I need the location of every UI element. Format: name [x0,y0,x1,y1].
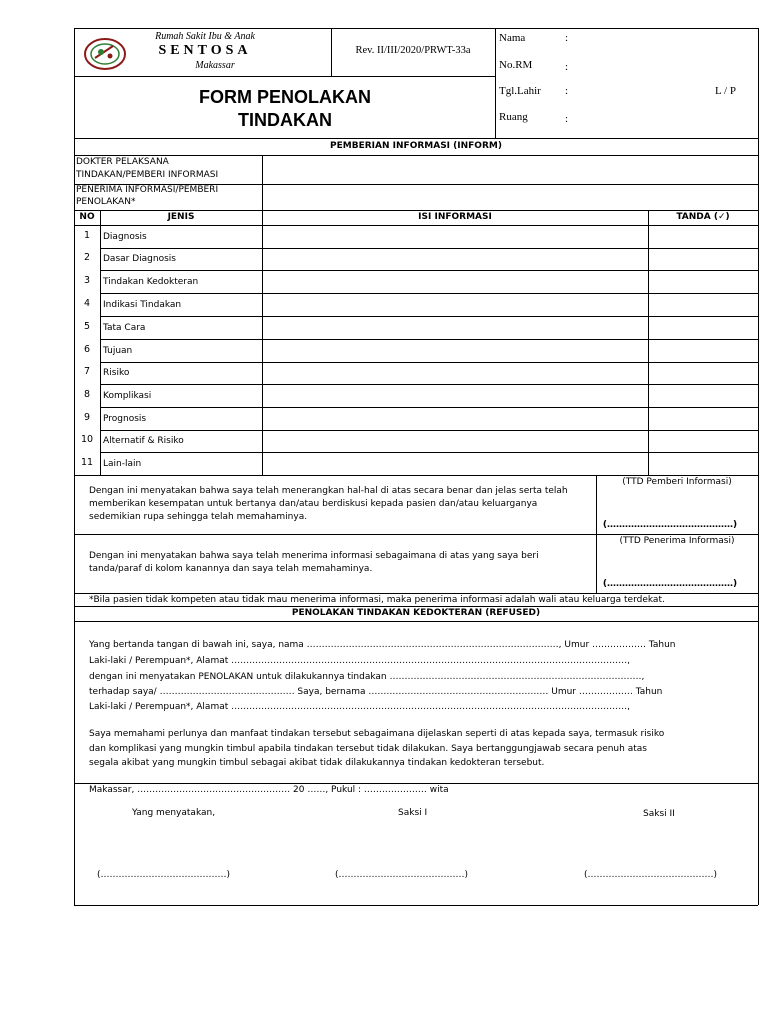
signature-line-1: (……………………………………) [97,870,231,880]
table-row-no: 11 [80,457,94,468]
form-title-line2: TINDAKAN [238,110,332,130]
signature-line-2: (……………………………………) [335,870,469,880]
ttd-penerima-label: (TTD Penerima Informasi) [619,536,735,546]
table-row-no: 9 [83,412,91,423]
penerima-label-2: PENOLAKAN* [76,197,136,207]
table-row-no: 4 [83,298,91,309]
saksi2-label: Saksi II [643,809,675,819]
ttd-penerima-line: (……………………………………) [602,579,738,589]
ruang-colon: : [565,113,569,125]
hospital-city: Makassar [195,60,235,71]
col-no-header: NO [79,212,95,222]
table-row-jenis: Tujuan [103,346,133,356]
table-row-no: 7 [83,366,91,377]
ttd-pemberi-line: (……………………………………) [602,520,738,530]
hospital-name: SENTOSA [158,43,252,58]
table-row-jenis: Lain-lain [103,459,142,469]
refused-section-title: PENOLAKAN TINDAKAN KEDOKTERAN (REFUSED) [291,608,541,618]
table-row-jenis: Diagnosis [103,232,147,242]
refused-para2-line3: segala akibat yang mungkin timbul sebagai akibat tidak dilakukannya tindakan kedokteran tersebut. [89,758,545,768]
table-row-no: 2 [83,252,91,263]
table-row-no: 3 [83,275,91,286]
table-row-jenis: Tata Cara [103,323,146,333]
saksi1-label: Saksi I [398,808,428,818]
refused-para2-line2: dan komplikasi yang mungkin timbul apabila tindakan tersebut tidak dilakukan. Saya bertanggungjawab secara penuh atas [89,744,647,754]
statement2-line2: tanda/paraf di kolom kanannya dan saya telah memahaminya. [89,564,373,574]
norm-colon: : [565,61,569,73]
table-row-no: 8 [83,389,91,400]
inform-section-title: PEMBERIAN INFORMASI (INFORM) [330,141,502,151]
norm-label: No.RM [499,59,533,71]
table-row-jenis: Tindakan Kedokteran [103,277,199,287]
statement1-line1: Dengan ini menyatakan bahwa saya telah menerangkan hal-hal di atas secara benar dan jelas serta telah [89,486,568,496]
col-tanda-header: TANDA (✓) [676,212,730,222]
place-date: Makassar, …………………………………………… 20 ……, Pukul : ………………… wita [89,785,449,795]
refused-line-4: terhadap saya/ ……………………………………… Saya, bernama …………………………………………………… Umur ……………… Tahun [89,687,663,697]
col-isi-header: ISI INFORMASI [418,212,492,222]
tgl-lahir-label: Tgl.Lahir [499,85,541,97]
table-row-jenis: Alternatif & Risiko [103,436,184,446]
nama-label: Nama [499,32,526,44]
refused-line-2: Laki-laki / Perempuan*, Alamat ……………………………………………………………………………………………………………………, [89,656,630,666]
hospital-logo [83,36,127,72]
table-row-no: 10 [80,434,94,445]
dokter-label-2: TINDAKAN/PEMBERI INFORMASI [76,170,219,180]
table-row-jenis: Risiko [103,368,130,378]
statement1-line2: memberikan kesempatan untuk bertanya dan/atau berdiskusi kepada pasien dan/atau keluarganya [89,499,538,509]
statement1-line3: sedemikian rupa sehingga telah memahaminya. [89,512,308,522]
table-row-no: 5 [83,321,91,332]
yang-menyatakan-label: Yang menyatakan, [132,808,216,818]
refused-line-3: dengan ini menyatakan PENOLAKAN untuk dilakukannya tindakan …………………………………………………………………………, [89,672,645,682]
gender-choice: L / P [715,85,736,97]
statement2-line1: Dengan ini menyatakan bahwa saya telah menerima informasi sebagaimana di atas yang saya beri [89,551,539,561]
table-row-no: 1 [83,230,91,241]
table-row-jenis: Prognosis [103,414,147,424]
table-row-jenis: Dasar Diagnosis [103,254,176,264]
logo-emblem-icon [83,36,127,72]
refused-line-5: Laki-laki / Perempuan*, Alamat ……………………………………………………………………………………………………………………, [89,702,630,712]
col-jenis-header: JENIS [167,212,195,222]
hospital-subtitle: Rumah Sakit Ibu & Anak [155,31,255,42]
penerima-label-1: PENERIMA INFORMASI/PEMBERI [76,185,219,195]
refused-para2-line1: Saya memahami perlunya dan manfaat tindakan tersebut sebagaimana dijelaskan seperti di atas kepada saya, termasuk risiko [89,729,665,739]
table-row-no: 6 [83,344,91,355]
table-row-jenis: Indikasi Tindakan [103,300,182,310]
refused-line-1: Yang bertanda tangan di bawah ini, saya, nama …………………………………………………………………………, Umur ……………… Tahun [89,640,676,650]
ruang-label: Ruang [499,111,528,123]
table-row-jenis: Komplikasi [103,391,152,401]
inform-footnote: *Bila pasien tidak kompeten atau tidak mau menerima informasi, maka penerima informasi adalah wali atau keluarga terdekat. [89,595,665,605]
dokter-label-1: DOKTER PELAKSANA [76,157,169,167]
tgl-lahir-colon: : [565,85,569,97]
ttd-pemberi-label: (TTD Pemberi Informasi) [622,477,732,487]
revision-code: Rev. II/III/2020/PRWT-33a [355,45,471,56]
signature-line-3: (……………………………………) [584,870,718,880]
nama-colon: : [565,32,569,44]
form-title-line1: FORM PENOLAKAN [199,87,371,107]
